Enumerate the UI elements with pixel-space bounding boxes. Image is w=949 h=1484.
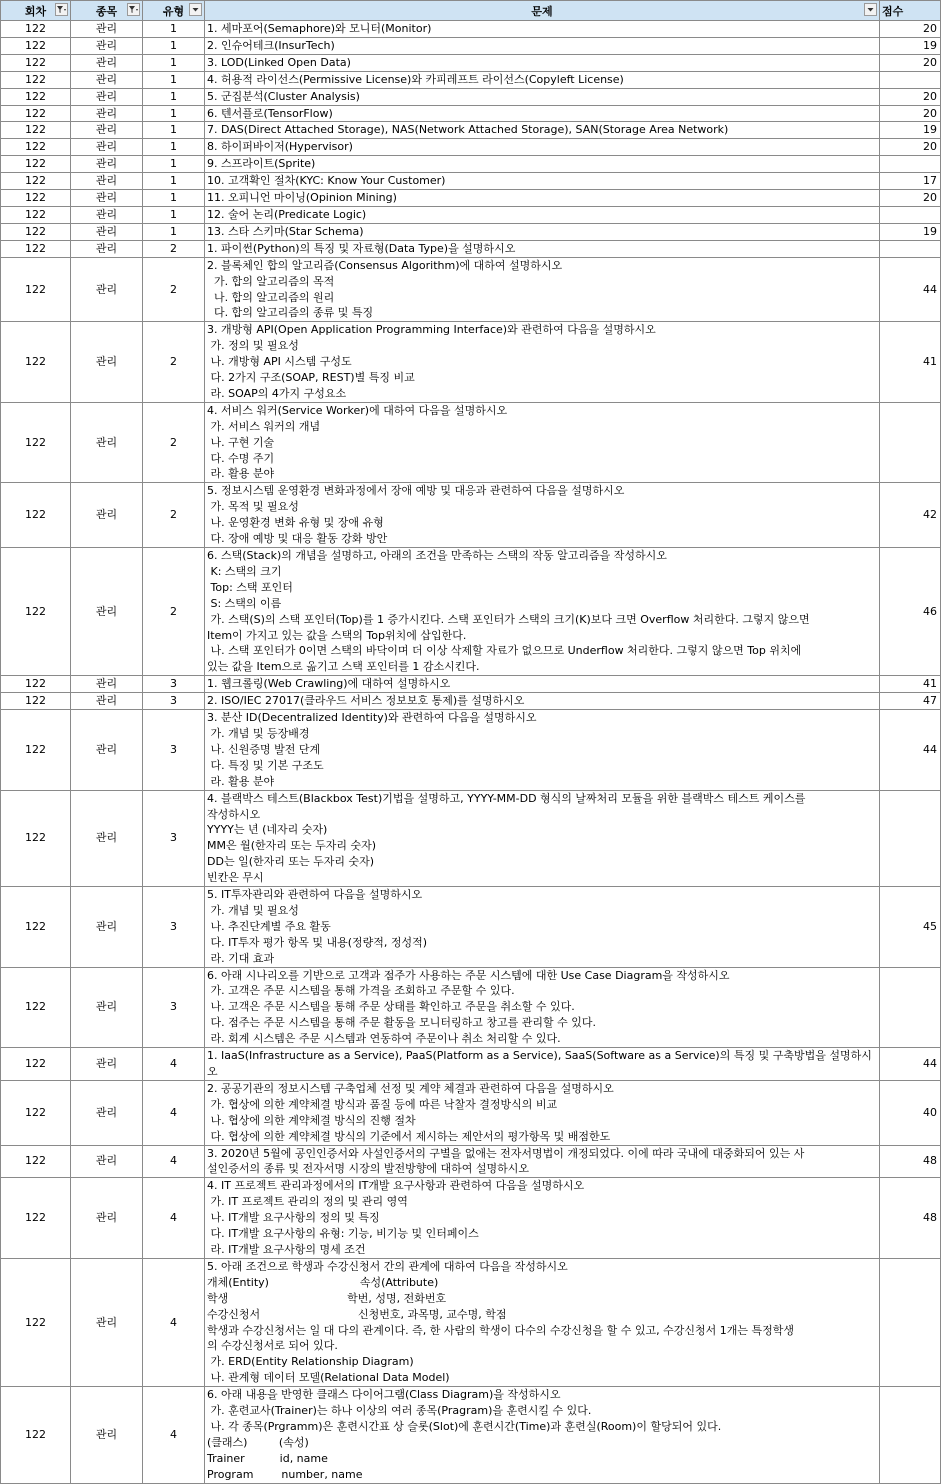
question-line: 나. 합의 알고리즘의 원리 bbox=[207, 290, 335, 304]
question-line: 가. 서비스 워커의 개념 bbox=[207, 419, 321, 433]
question-line: 가. 개념 및 등장배경 bbox=[207, 726, 310, 740]
cell-kind[interactable]: 3 bbox=[143, 693, 205, 710]
question-line: 3. LOD(Linked Open Data) bbox=[207, 55, 351, 69]
cell-type[interactable]: 관리 bbox=[71, 21, 143, 38]
cell-score[interactable]: 41 bbox=[880, 676, 941, 693]
cell-score[interactable]: 20 bbox=[880, 190, 941, 207]
question-line: 2. ISO/IEC 27017(클라우드 서비스 정보보호 통제)를 설명하시오 bbox=[207, 694, 525, 708]
cell-type[interactable]: 관리 bbox=[71, 71, 143, 88]
cell-score[interactable] bbox=[880, 206, 941, 223]
cell-round[interactable]: 122 bbox=[1, 71, 71, 88]
table-row bbox=[1, 88, 941, 105]
cell-round[interactable]: 122 bbox=[1, 173, 71, 190]
cell-type[interactable]: 관리 bbox=[71, 88, 143, 105]
cell-type[interactable]: 관리 bbox=[71, 483, 143, 548]
question-line: 다. 합의 알고리즘의 종류 및 특징 bbox=[207, 306, 374, 320]
cell-question[interactable] bbox=[205, 156, 880, 173]
cell-score[interactable]: 42 bbox=[880, 483, 941, 548]
cell-score[interactable]: 46 bbox=[880, 548, 941, 676]
table-row bbox=[1, 206, 941, 223]
question-line: 1. IaaS(Infrastructure as a Service), PaaS(Platform as a Service), SaaS(Software as a Service)의 특징 및 구축방법을 설명하시 bbox=[207, 1049, 872, 1063]
cell-score[interactable]: 20 bbox=[880, 21, 941, 38]
cell-kind[interactable]: 1 bbox=[143, 139, 205, 156]
table-row bbox=[1, 1048, 941, 1081]
cell-score[interactable] bbox=[880, 240, 941, 257]
cell-kind[interactable]: 1 bbox=[143, 122, 205, 139]
question-line: 있는 값을 Item으로 옮기고 스택 포인터를 1 감소시킨다. bbox=[207, 660, 480, 674]
question-line: 라. 회계 시스템은 주문 시스템과 연동하여 주문이나 취소 처리할 수 있다. bbox=[207, 1032, 561, 1046]
question-line: 5. 아래 조건으로 학생과 수강신청서 간의 관계에 대하여 다음을 작성하시오 bbox=[207, 1259, 568, 1273]
cell-type[interactable]: 관리 bbox=[71, 967, 143, 1048]
question-line: 나. 고객은 주문 시스템을 통해 주문 상태를 확인하고 주문을 취소할 수 있다. bbox=[207, 1000, 575, 1014]
question-line: 10. 고객확인 절차(KYC: Know Your Customer) bbox=[207, 174, 446, 188]
cell-question[interactable] bbox=[205, 21, 880, 38]
cell-round[interactable]: 122 bbox=[1, 693, 71, 710]
cell-score[interactable] bbox=[880, 967, 941, 1048]
cell-kind[interactable]: 4 bbox=[143, 1258, 205, 1386]
cell-question[interactable] bbox=[205, 139, 880, 156]
cell-round[interactable]: 122 bbox=[1, 54, 71, 71]
cell-kind[interactable]: 3 bbox=[143, 790, 205, 886]
cell-round[interactable]: 122 bbox=[1, 190, 71, 207]
cell-score[interactable]: 44 bbox=[880, 1048, 941, 1081]
question-line: (클래스) (속성) bbox=[207, 1435, 309, 1449]
cell-kind[interactable]: 4 bbox=[143, 1145, 205, 1178]
table-row bbox=[1, 54, 941, 71]
question-line: 나. 협상에 의한 계약체결 방식의 진행 절차 bbox=[207, 1113, 416, 1127]
cell-question[interactable] bbox=[205, 887, 880, 968]
question-line: 6. 아래 시나리오를 기반으로 고객과 점주가 사용하는 주문 시스템에 대한 Use Case Diagram을 작성하시오 bbox=[207, 968, 730, 982]
cell-kind[interactable]: 4 bbox=[143, 1048, 205, 1081]
cell-score[interactable]: 20 bbox=[880, 88, 941, 105]
cell-score[interactable] bbox=[880, 1258, 941, 1386]
cell-question[interactable] bbox=[205, 710, 880, 791]
table-row bbox=[1, 37, 941, 54]
cell-type[interactable]: 관리 bbox=[71, 1387, 143, 1483]
filter-active-icon[interactable] bbox=[55, 3, 68, 16]
cell-score[interactable]: 19 bbox=[880, 122, 941, 139]
question-line: 나. 스택 포인터가 0이면 스택의 바닥이며 더 이상 삭제할 자료가 없으므로 Underflow 처리한다. 그렇지 않으면 Top 위치에 bbox=[207, 644, 802, 658]
table-row bbox=[1, 676, 941, 693]
header-type[interactable] bbox=[71, 1, 143, 21]
cell-round[interactable]: 122 bbox=[1, 322, 71, 403]
question-line: 3. 2020년 5월에 공인인증서와 사설인증서의 구별을 없애는 전자서명법이 개정되었다. 이에 따라 국내에 대중화되어 있는 사 bbox=[207, 1146, 805, 1160]
cell-kind[interactable]: 1 bbox=[143, 156, 205, 173]
question-line: 6. 스택(Stack)의 개념을 설명하고, 아래의 조건을 만족하는 스택의 작동 알고리즘을 작성하시오 bbox=[207, 549, 667, 562]
question-line: 학생 학번, 성명, 전화번호 bbox=[207, 1291, 447, 1305]
question-line: 다. 특징 및 기본 구조도 bbox=[207, 758, 324, 772]
question-line: 라. 활용 분야 bbox=[207, 774, 275, 788]
cell-round[interactable]: 122 bbox=[1, 257, 71, 322]
question-line: 6. 아래 내용을 반영한 클래스 다이어그램(Class Diagram)을 작성하시오 bbox=[207, 1388, 561, 1402]
table-row bbox=[1, 156, 941, 173]
filter-active-icon[interactable] bbox=[127, 3, 140, 16]
question-line: 9. 스프라이트(Sprite) bbox=[207, 157, 316, 171]
cell-round[interactable]: 122 bbox=[1, 548, 71, 676]
question-line: 12. 술어 논리(Predicate Logic) bbox=[207, 207, 367, 221]
cell-kind[interactable]: 1 bbox=[143, 71, 205, 88]
cell-kind[interactable]: 3 bbox=[143, 887, 205, 968]
cell-question[interactable] bbox=[205, 1080, 880, 1145]
question-line: 작성하시오 bbox=[207, 807, 261, 821]
question-line: 다. 장애 예방 및 대응 활동 강화 방안 bbox=[207, 532, 388, 546]
table-row bbox=[1, 322, 941, 403]
cell-round[interactable]: 122 bbox=[1, 206, 71, 223]
question-line: 가. 고객은 주문 시스템을 통해 가격을 조회하고 주문할 수 있다. bbox=[207, 984, 515, 998]
cell-question[interactable] bbox=[205, 1387, 880, 1483]
question-line: 가. 훈련교사(Trainer)는 하나 이상의 여러 종목(Pragram)을 훈련시킬 수 있다. bbox=[207, 1404, 592, 1418]
table-row bbox=[1, 173, 941, 190]
question-line: 다. 수명 주기 bbox=[207, 451, 275, 465]
cell-kind[interactable]: 4 bbox=[143, 1080, 205, 1145]
cell-round[interactable]: 122 bbox=[1, 1178, 71, 1259]
table-row bbox=[1, 483, 941, 548]
cell-score[interactable]: 41 bbox=[880, 322, 941, 403]
cell-round[interactable]: 122 bbox=[1, 710, 71, 791]
cell-kind[interactable]: 2 bbox=[143, 548, 205, 676]
question-line: 6. 텐서플로(TensorFlow) bbox=[207, 106, 333, 120]
cell-question[interactable] bbox=[205, 322, 880, 403]
question-line: 2. 공공기관의 정보시스템 구축업체 선정 및 계약 체결과 관련하여 다음을 설명하시오 bbox=[207, 1081, 614, 1095]
question-line: 5. 정보시스템 운영환경 변화과정에서 장애 예방 및 대응과 관련하여 다음을 설명하시오 bbox=[207, 484, 625, 498]
cell-question[interactable] bbox=[205, 402, 880, 483]
cell-question[interactable] bbox=[205, 790, 880, 886]
cell-question[interactable] bbox=[205, 240, 880, 257]
question-line: 개체(Entity) 속성(Attribute) bbox=[207, 1275, 439, 1289]
cell-score[interactable]: 45 bbox=[880, 887, 941, 968]
question-line: 3. 분산 ID(Decentralized Identity)와 관련하여 다음을 설명하시오 bbox=[207, 711, 537, 725]
cell-question[interactable] bbox=[205, 483, 880, 548]
table-row bbox=[1, 710, 941, 791]
cell-score[interactable]: 44 bbox=[880, 710, 941, 791]
cell-type[interactable]: 관리 bbox=[71, 402, 143, 483]
header-row bbox=[1, 1, 941, 21]
question-line: 다. 2가지 구조(SOAP, REST)별 특징 비교 bbox=[207, 371, 415, 385]
question-line: DD는 일(한자리 또는 두자리 숫자) bbox=[207, 855, 375, 869]
question-line: 3. 개방형 API(Open Application Programming Interface)와 관련하여 다음을 설명하시오 bbox=[207, 323, 656, 337]
question-line: 가. 스택(S)의 스택 포인터(Top)를 1 증가시킨다. 스택 포인터가 스택의 크기(K)보다 크면 Overflow 처리한다. 그렇지 않으면 bbox=[207, 612, 810, 626]
question-line: 나. IT개발 요구사항의 정의 및 특징 bbox=[207, 1211, 380, 1225]
cell-kind[interactable]: 1 bbox=[143, 37, 205, 54]
cell-round[interactable]: 122 bbox=[1, 790, 71, 886]
table-row bbox=[1, 1387, 941, 1483]
table-row bbox=[1, 967, 941, 1048]
question-line: 11. 오피니언 마이닝(Opinion Mining) bbox=[207, 191, 397, 205]
table-row bbox=[1, 122, 941, 139]
question-line: 5. 군집분석(Cluster Analysis) bbox=[207, 89, 360, 103]
cell-kind[interactable]: 2 bbox=[143, 240, 205, 257]
cell-type[interactable]: 관리 bbox=[71, 790, 143, 886]
cell-score[interactable]: 19 bbox=[880, 223, 941, 240]
cell-round[interactable]: 122 bbox=[1, 156, 71, 173]
cell-question[interactable] bbox=[205, 676, 880, 693]
table-row bbox=[1, 887, 941, 968]
cell-round[interactable]: 122 bbox=[1, 105, 71, 122]
table-row bbox=[1, 1080, 941, 1145]
cell-kind[interactable]: 1 bbox=[143, 173, 205, 190]
dropdown-arrow-icon[interactable] bbox=[864, 3, 877, 16]
cell-score[interactable]: 47 bbox=[880, 693, 941, 710]
question-line: 다. IT투자 평가 항목 및 내용(정량적, 정성적) bbox=[207, 935, 428, 949]
cell-type[interactable]: 관리 bbox=[71, 139, 143, 156]
cell-question[interactable] bbox=[205, 37, 880, 54]
question-line: 수강신청서 신청번호, 과목명, 교수명, 학점 bbox=[207, 1307, 507, 1321]
cell-score[interactable] bbox=[880, 71, 941, 88]
cell-score[interactable] bbox=[880, 1387, 941, 1483]
cell-question[interactable] bbox=[205, 173, 880, 190]
cell-score[interactable]: 17 bbox=[880, 173, 941, 190]
question-line: 나. 각 종목(Prgramm)은 훈련시간표 상 슬롯(Slot)에 훈련시간(Time)과 훈련실(Room)이 할당되어 있다. bbox=[207, 1419, 722, 1433]
header-round-label: 회차 bbox=[24, 4, 47, 18]
table-row bbox=[1, 548, 941, 676]
header-round[interactable] bbox=[1, 1, 71, 21]
question-line: 의 수강신청서로 되어 있다. bbox=[207, 1339, 338, 1353]
question-line: 다. IT개발 요구사항의 유형: 기능, 비기능 및 인터페이스 bbox=[207, 1227, 479, 1241]
table-row bbox=[1, 693, 941, 710]
table-row bbox=[1, 105, 941, 122]
cell-type[interactable]: 관리 bbox=[71, 710, 143, 791]
cell-kind[interactable]: 3 bbox=[143, 967, 205, 1048]
cell-question[interactable] bbox=[205, 223, 880, 240]
cell-kind[interactable]: 1 bbox=[143, 88, 205, 105]
cell-kind[interactable]: 1 bbox=[143, 105, 205, 122]
cell-question[interactable] bbox=[205, 693, 880, 710]
cell-type[interactable]: 관리 bbox=[71, 548, 143, 676]
cell-round[interactable]: 122 bbox=[1, 1387, 71, 1483]
cell-kind[interactable]: 2 bbox=[143, 402, 205, 483]
cell-kind[interactable]: 2 bbox=[143, 257, 205, 322]
cell-type[interactable]: 관리 bbox=[71, 676, 143, 693]
question-line: 가. ERD(Entity Relationship Diagram) bbox=[207, 1355, 414, 1369]
cell-round[interactable]: 122 bbox=[1, 402, 71, 483]
question-line: 다. 점주는 주문 시스템을 통해 주문 활동을 모니터링하고 창고를 관리할 수 있다. bbox=[207, 1016, 596, 1030]
question-line: Program number, name bbox=[207, 1467, 363, 1481]
question-line: 다. 협상에 의한 계약체결 방식의 기준에서 제시하는 제안서의 평가항목 및 배점한도 bbox=[207, 1129, 611, 1143]
cell-score[interactable]: 48 bbox=[880, 1145, 941, 1178]
cell-question[interactable] bbox=[205, 54, 880, 71]
question-line: 가. 개념 및 필요성 bbox=[207, 903, 299, 917]
cell-score[interactable] bbox=[880, 156, 941, 173]
cell-question[interactable] bbox=[205, 967, 880, 1048]
cell-score[interactable]: 20 bbox=[880, 139, 941, 156]
question-line: 2. 인슈어테크(InsurTech) bbox=[207, 38, 335, 52]
question-line: K: 스택의 크기 bbox=[207, 564, 282, 578]
table-row bbox=[1, 1258, 941, 1386]
cell-type[interactable]: 관리 bbox=[71, 122, 143, 139]
question-line: 4. 블랙박스 테스트(Blackbox Test)기법을 설명하고, YYYY-MM-DD 형식의 날짜처리 모듈을 위한 블랙박스 테스트 케이스를 bbox=[207, 791, 806, 805]
cell-question[interactable] bbox=[205, 206, 880, 223]
cell-score[interactable]: 19 bbox=[880, 37, 941, 54]
question-line: 라. SOAP의 4가지 구성요소 bbox=[207, 386, 347, 400]
cell-round[interactable]: 122 bbox=[1, 1258, 71, 1386]
table-row bbox=[1, 257, 941, 322]
question-line: 오 bbox=[207, 1065, 218, 1078]
header-score-label: 점수 bbox=[882, 4, 904, 18]
cell-round[interactable]: 122 bbox=[1, 240, 71, 257]
cell-round[interactable]: 122 bbox=[1, 676, 71, 693]
cell-type[interactable]: 관리 bbox=[71, 257, 143, 322]
question-line: 나. 구현 기술 bbox=[207, 435, 275, 449]
cell-score[interactable]: 20 bbox=[880, 54, 941, 71]
question-line: 가. 협상에 의한 계약체결 방식과 품질 등에 따른 낙찰자 결정방식의 비교 bbox=[207, 1097, 558, 1111]
cell-round[interactable]: 122 bbox=[1, 967, 71, 1048]
table-row bbox=[1, 1178, 941, 1259]
cell-question[interactable] bbox=[205, 71, 880, 88]
table-row bbox=[1, 139, 941, 156]
question-line: Trainer id, name bbox=[207, 1451, 328, 1465]
cell-type[interactable]: 관리 bbox=[71, 1145, 143, 1178]
cell-round[interactable]: 122 bbox=[1, 1048, 71, 1081]
cell-kind[interactable]: 1 bbox=[143, 223, 205, 240]
question-line: 빈칸은 무시 bbox=[207, 871, 264, 885]
question-line: 나. 개방형 API 시스템 구성도 bbox=[207, 355, 352, 369]
question-line: MM은 월(한자리 또는 두자리 숫자) bbox=[207, 839, 377, 853]
question-line: YYYY는 년 (네자리 숫자) bbox=[207, 823, 328, 837]
cell-score[interactable]: 44 bbox=[880, 257, 941, 322]
table-row bbox=[1, 1145, 941, 1178]
table-row bbox=[1, 223, 941, 240]
question-line: 4. 허용적 라이선스(Permissive License)와 카피레프트 라이선스(Copyleft License) bbox=[207, 72, 624, 86]
table-row bbox=[1, 790, 941, 886]
cell-question[interactable] bbox=[205, 1258, 880, 1386]
table-row bbox=[1, 402, 941, 483]
question-line: 라. IT개발 요구사항의 명세 조건 bbox=[207, 1242, 366, 1256]
cell-type[interactable]: 관리 bbox=[71, 206, 143, 223]
cell-type[interactable]: 관리 bbox=[71, 1178, 143, 1259]
cell-question[interactable] bbox=[205, 88, 880, 105]
cell-type[interactable]: 관리 bbox=[71, 240, 143, 257]
question-line: 1. 파이썬(Python)의 특징 및 자료형(Data Type)을 설명하시오 bbox=[207, 241, 516, 255]
cell-round[interactable]: 122 bbox=[1, 223, 71, 240]
question-line: 학생과 수강신청서는 일 대 다의 관계이다. 즉, 한 사람의 학생이 다수의 수강신청을 할 수 있고, 수강신청서 1개는 특정학생 bbox=[207, 1323, 794, 1337]
table-row bbox=[1, 71, 941, 88]
cell-question[interactable] bbox=[205, 548, 880, 676]
question-line: 가. 목적 및 필요성 bbox=[207, 500, 299, 514]
question-line: 4. IT 프로젝트 관리과정에서의 IT개발 요구사항과 관련하여 다음을 설명하시오 bbox=[207, 1179, 585, 1193]
cell-kind[interactable]: 4 bbox=[143, 1387, 205, 1483]
question-line: Item이 가지고 있는 값을 스택의 Top위치에 삽입한다. bbox=[207, 628, 467, 642]
cell-kind[interactable]: 2 bbox=[143, 322, 205, 403]
cell-type[interactable]: 관리 bbox=[71, 173, 143, 190]
question-line: 나. 관계형 데이터 모델(Relational Data Model) bbox=[207, 1371, 450, 1385]
cell-type[interactable]: 관리 bbox=[71, 1048, 143, 1081]
dropdown-arrow-icon[interactable] bbox=[189, 3, 202, 16]
question-line: 나. 신원증명 발전 단계 bbox=[207, 742, 321, 756]
header-kind-label: 유형 bbox=[162, 4, 185, 18]
cell-type[interactable]: 관리 bbox=[71, 223, 143, 240]
cell-question[interactable] bbox=[205, 190, 880, 207]
cell-kind[interactable]: 3 bbox=[143, 676, 205, 693]
cell-kind[interactable]: 3 bbox=[143, 710, 205, 791]
cell-kind[interactable]: 1 bbox=[143, 21, 205, 38]
question-line: 8. 하이퍼바이저(Hypervisor) bbox=[207, 140, 353, 154]
cell-type[interactable]: 관리 bbox=[71, 1258, 143, 1386]
cell-round[interactable]: 122 bbox=[1, 887, 71, 968]
cell-round[interactable]: 122 bbox=[1, 37, 71, 54]
cell-round[interactable]: 122 bbox=[1, 1080, 71, 1145]
cell-kind[interactable]: 1 bbox=[143, 206, 205, 223]
question-line: 7. DAS(Direct Attached Storage), NAS(Network Attached Storage), SAN(Storage Area Network) bbox=[207, 123, 729, 137]
cell-round[interactable]: 122 bbox=[1, 21, 71, 38]
question-line: 가. IT 프로젝트 관리의 정의 및 관리 영역 bbox=[207, 1195, 408, 1209]
question-line: 1. 세마포어(Semaphore)와 모니터(Monitor) bbox=[207, 22, 432, 35]
cell-question[interactable] bbox=[205, 105, 880, 122]
question-line: S: 스택의 이름 bbox=[207, 596, 282, 610]
cell-kind[interactable]: 1 bbox=[143, 190, 205, 207]
header-question-label: 문제 bbox=[531, 4, 553, 18]
cell-type[interactable]: 관리 bbox=[71, 54, 143, 71]
cell-question[interactable] bbox=[205, 1145, 880, 1178]
question-line: 가. 합의 알고리즘의 목적 bbox=[207, 274, 335, 288]
question-line: 2. 블록체인 합의 알고리즘(Consensus Algorithm)에 대하여 설명하시오 bbox=[207, 258, 563, 272]
cell-type[interactable]: 관리 bbox=[71, 37, 143, 54]
header-kind[interactable] bbox=[143, 1, 205, 21]
cell-score[interactable]: 48 bbox=[880, 1178, 941, 1259]
cell-type[interactable]: 관리 bbox=[71, 693, 143, 710]
header-type-label: 종목 bbox=[95, 4, 118, 18]
question-line: 4. 서비스 워커(Service Worker)에 대하여 다음을 설명하시오 bbox=[207, 403, 508, 417]
cell-round[interactable]: 122 bbox=[1, 122, 71, 139]
header-question[interactable] bbox=[205, 1, 880, 21]
cell-question[interactable] bbox=[205, 257, 880, 322]
cell-kind[interactable]: 1 bbox=[143, 54, 205, 71]
question-line: 설인증서의 종류 및 전자서명 시장의 발전방향에 대하여 설명하시오 bbox=[207, 1162, 530, 1176]
cell-score[interactable] bbox=[880, 402, 941, 483]
cell-type[interactable]: 관리 bbox=[71, 322, 143, 403]
cell-question[interactable] bbox=[205, 122, 880, 139]
cell-score[interactable]: 40 bbox=[880, 1080, 941, 1145]
question-line: 13. 스타 스키마(Star Schema) bbox=[207, 224, 364, 238]
cell-type[interactable]: 관리 bbox=[71, 105, 143, 122]
cell-round[interactable]: 122 bbox=[1, 88, 71, 105]
cell-question[interactable] bbox=[205, 1048, 880, 1081]
cell-round[interactable]: 122 bbox=[1, 139, 71, 156]
cell-type[interactable]: 관리 bbox=[71, 190, 143, 207]
question-line: 라. 기대 효과 bbox=[207, 951, 275, 965]
question-line: 나. 추진단계별 주요 활동 bbox=[207, 919, 331, 933]
cell-kind[interactable]: 2 bbox=[143, 483, 205, 548]
table-row bbox=[1, 240, 941, 257]
table-row bbox=[1, 190, 941, 207]
cell-score[interactable]: 20 bbox=[880, 105, 941, 122]
table-row bbox=[1, 21, 941, 38]
header-score[interactable] bbox=[880, 1, 941, 21]
cell-round[interactable]: 122 bbox=[1, 1145, 71, 1178]
table-body bbox=[1, 21, 941, 1484]
question-line: 5. IT투자관리와 관련하여 다음을 설명하시오 bbox=[207, 888, 423, 902]
cell-type[interactable]: 관리 bbox=[71, 887, 143, 968]
cell-round[interactable]: 122 bbox=[1, 483, 71, 548]
cell-type[interactable]: 관리 bbox=[71, 156, 143, 173]
question-line: 나. 운영환경 변화 유형 및 장애 유형 bbox=[207, 516, 384, 530]
question-line: Top: 스택 포인터 bbox=[207, 580, 293, 594]
question-line: 가. 정의 및 필요성 bbox=[207, 339, 299, 353]
cell-type[interactable]: 관리 bbox=[71, 1080, 143, 1145]
question-line: 1. 웹크롤링(Web Crawling)에 대하여 설명하시오 bbox=[207, 677, 451, 691]
cell-score[interactable] bbox=[880, 790, 941, 886]
cell-question[interactable] bbox=[205, 1178, 880, 1259]
cell-kind[interactable]: 4 bbox=[143, 1178, 205, 1259]
question-line: 라. 활용 분야 bbox=[207, 467, 275, 481]
